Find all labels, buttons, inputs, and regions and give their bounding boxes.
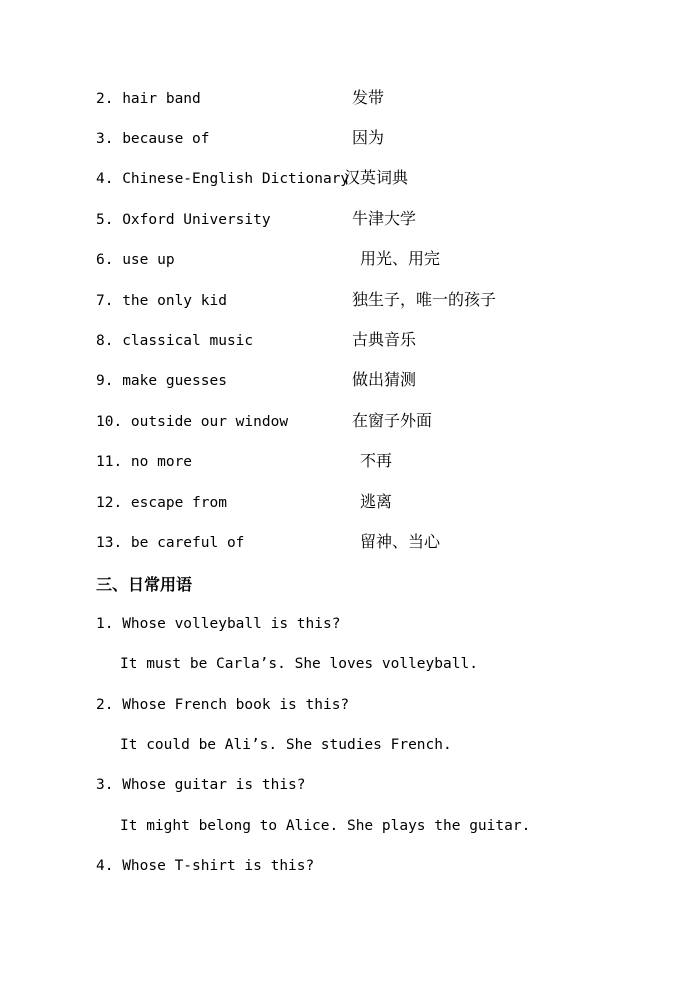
phrase-en: 12. escape from xyxy=(96,495,227,511)
phrase-zh: 因为 xyxy=(352,128,385,147)
phrase-zh: 发带 xyxy=(352,88,385,107)
phrase-en: 4. Chinese-English Dictionary xyxy=(96,171,350,187)
phrase-en: 3. because of xyxy=(96,131,210,147)
dialog-question: 2. Whose French book is this? xyxy=(96,697,350,713)
phrase-zh: 牛津大学 xyxy=(352,209,417,228)
phrase-en: 7. the only kid xyxy=(96,293,227,309)
phrase-en: 10. outside our window xyxy=(96,414,289,430)
section-heading: 三、日常用语 xyxy=(96,575,193,594)
dialog-question: 3. Whose guitar is this? xyxy=(96,777,306,793)
phrase-en: 11. no more xyxy=(96,454,193,470)
dialog-question: 4. Whose T-shirt is this? xyxy=(96,858,315,874)
dialog-answer: It might belong to Alice. She plays the guitar. xyxy=(120,818,531,834)
dialog-question: 1. Whose volleyball is this? xyxy=(96,616,341,632)
phrase-zh: 不再 xyxy=(360,451,393,470)
phrase-en: 8. classical music xyxy=(96,333,254,349)
phrase-zh: 用光、用完 xyxy=(360,249,441,268)
phrase-en: 13. be careful of xyxy=(96,535,245,551)
phrase-en: 2. hair band xyxy=(96,91,201,107)
phrase-zh: 逃离 xyxy=(360,492,393,511)
phrase-en: 6. use up xyxy=(96,252,175,268)
phrase-zh: 在窗子外面 xyxy=(352,411,433,430)
dialog-answer: It must be Carla’s. She loves volleyball. xyxy=(120,656,478,672)
phrase-zh: 独生子，唯一的孩子 xyxy=(352,290,497,309)
dialog-answer: It could be Ali’s. She studies French. xyxy=(120,737,452,753)
phrase-en: 5. Oxford University xyxy=(96,212,271,228)
phrase-zh: 留神、当心 xyxy=(360,532,441,551)
phrase-en: 9. make guesses xyxy=(96,373,227,389)
phrase-zh: 做出猜测 xyxy=(352,370,417,389)
phrase-zh: 汉英词典 xyxy=(344,168,409,187)
phrase-zh: 古典音乐 xyxy=(352,330,417,349)
